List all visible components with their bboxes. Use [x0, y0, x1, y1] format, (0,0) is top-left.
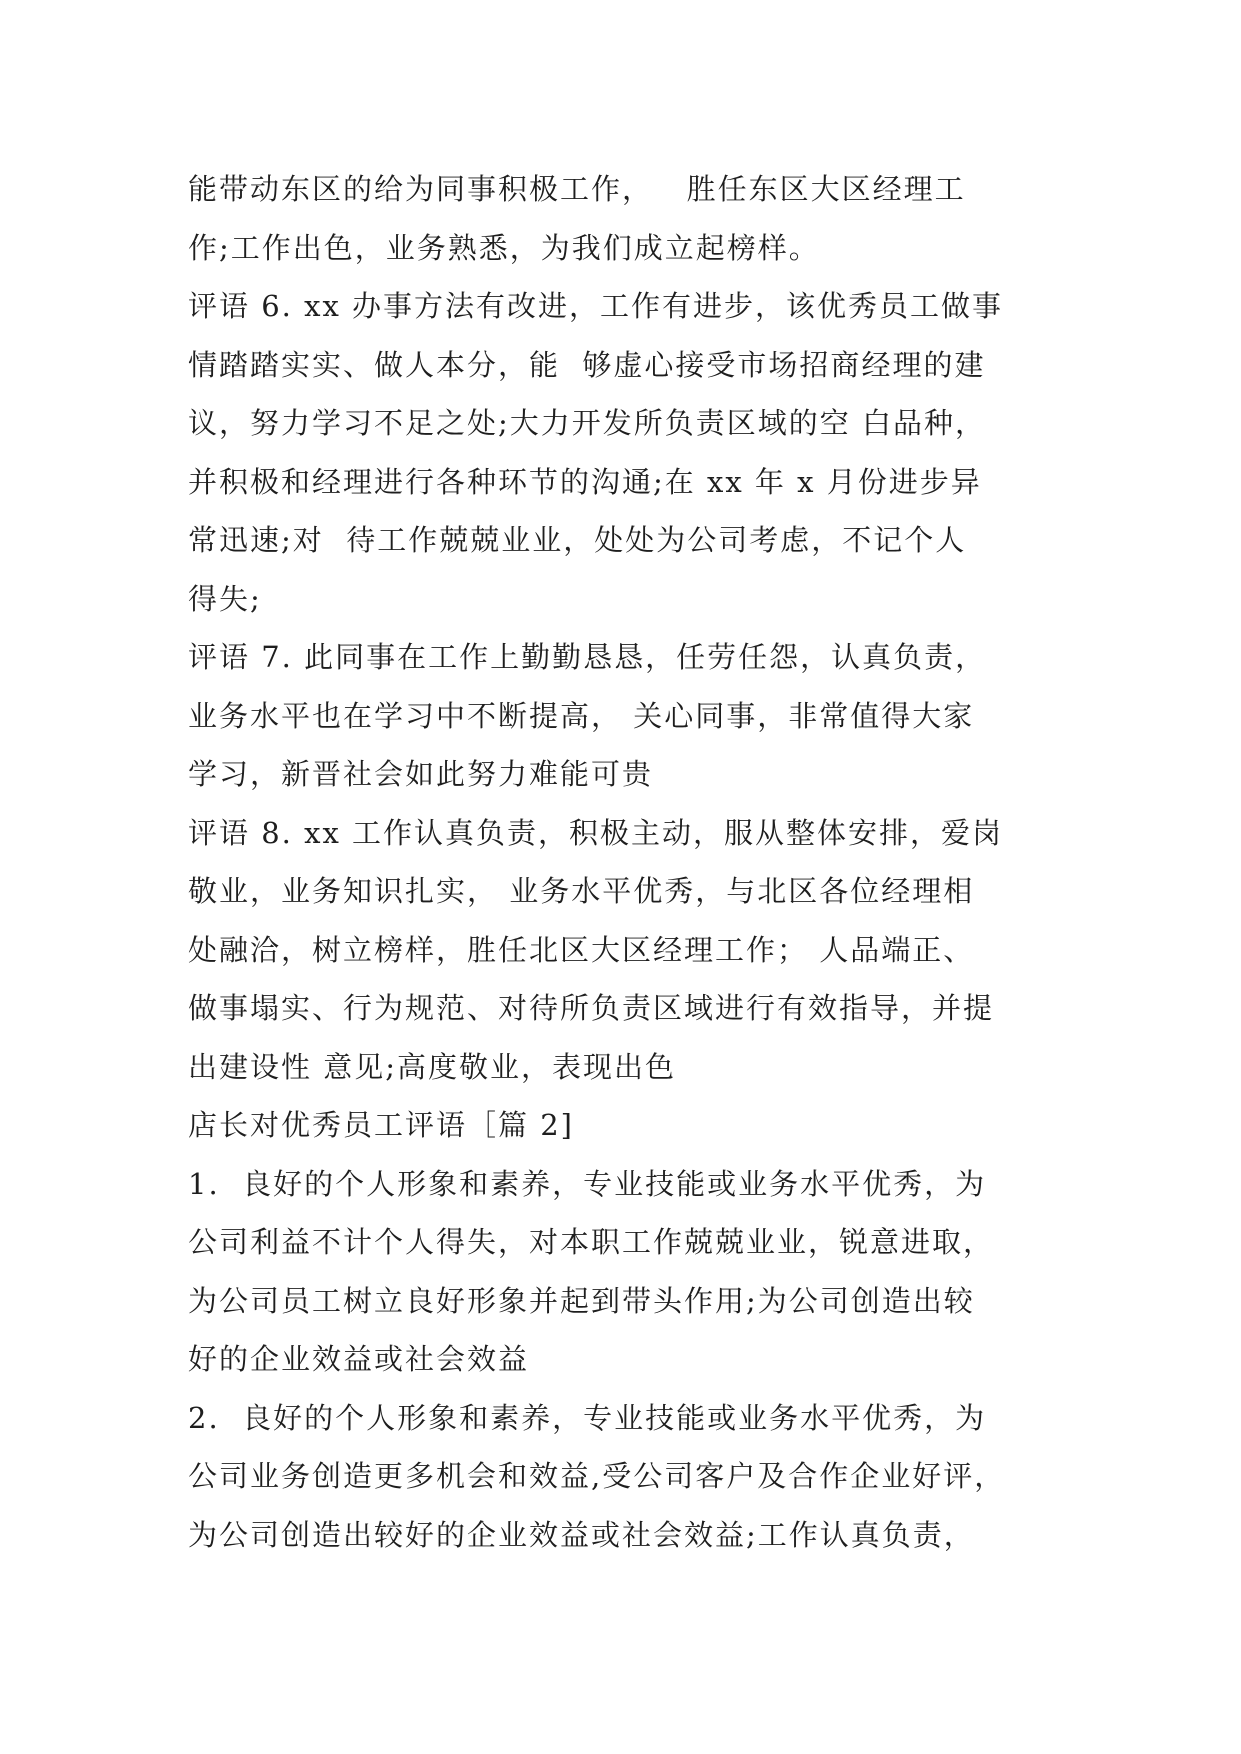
text-line: 评语 6. xx 办事方法有改进，工作有进步，该优秀员工做事 — [188, 289, 1004, 323]
text-line: 能带动东区的给为同事积极工作， 胜任东区大区经理工 — [188, 172, 966, 206]
text-line: 常迅速;对 待工作兢兢业业，处处为公司考虑，不记个人 — [188, 523, 967, 557]
text-line: 情踏踏实实、做人本分，能 够虚心接受市场招商经理的建 — [188, 347, 986, 382]
text-line: 公司利益不计个人得失，对本职工作兢兢业业，锐意进取， — [188, 1225, 995, 1259]
text-line: 议，努力学习不足之处;大力开发所负责区域的空 白品种， — [188, 406, 986, 440]
text-line: 公司业务创造更多机会和效益,受公司客户及合作企业好评， — [188, 1459, 1006, 1493]
text-line: 业务水平也在学习中不断提高， 关心同事，非常值得大家 — [188, 698, 975, 733]
text-line: 敬业，业务知识扎实， 业务水平优秀，与北区各位经理相 — [188, 874, 975, 908]
text-line: 并积极和经理进行各种环节的沟通;在 xx 年 x 月份进步异 — [188, 464, 982, 499]
text-line: 2. 良好的个人形象和素养，专业技能或业务水平优秀，为 — [188, 1400, 987, 1435]
text-line: 好的企业效益或社会效益 — [188, 1342, 530, 1376]
text-line: 做事塌实、行为规范、对待所负责区域进行有效指导，并提 — [188, 991, 995, 1025]
text-line: 处融洽，树立榜样，胜任北区大区经理工作； 人品端正、 — [188, 932, 975, 967]
text-line: 得失; — [188, 581, 262, 616]
text-line: 作;工作出色，业务熟悉，为我们成立起榜样。 — [188, 230, 820, 265]
document-body — [188, 160, 1068, 1564]
text-line: 评语 7. 此同事在工作上勤勤恳恳，任劳任怨，认真负责， — [188, 640, 987, 674]
text-line: 学习，新晋社会如此努力难能可贵 — [188, 757, 654, 791]
text-line: 为公司员工树立良好形象并起到带头作用;为公司创造出较 — [188, 1283, 975, 1318]
text-line: 为公司创造出较好的企业效益或社会效益;工作认真负责， — [188, 1517, 975, 1552]
text-line: 1. 良好的个人形象和素养，专业技能或业务水平优秀，为 — [188, 1166, 987, 1201]
text-line: 出建设性 意见;高度敬业，表现出色 — [188, 1049, 676, 1084]
text-line: 评语 8. xx 工作认真负责，积极主动，服从整体安排，爱岗 — [188, 815, 1004, 850]
section-heading: 店长对优秀员工评语［篇 2] — [188, 1108, 574, 1142]
